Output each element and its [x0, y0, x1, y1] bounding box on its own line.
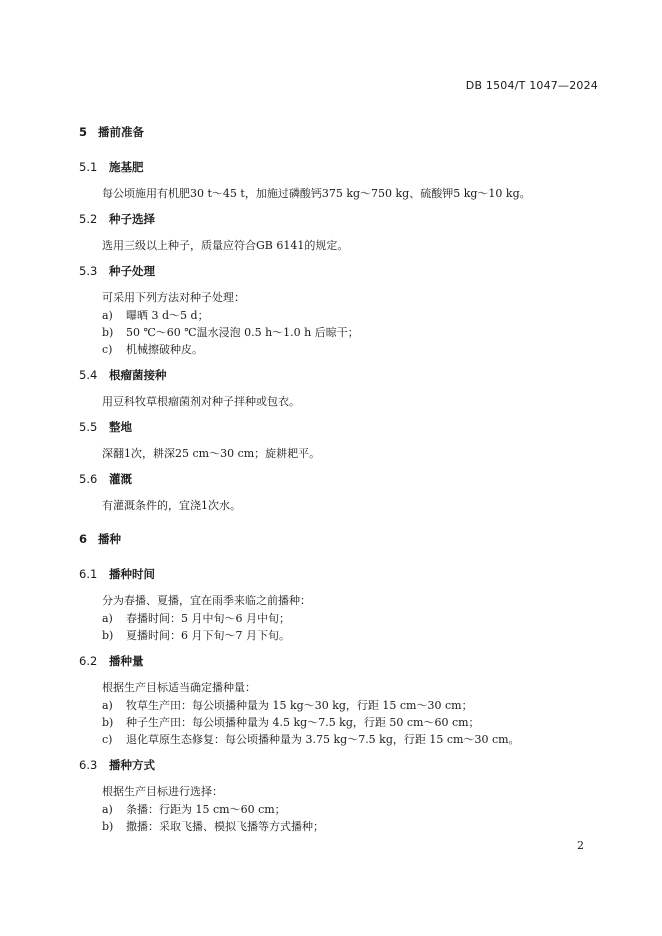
section-5-heading: [79, 124, 144, 140]
list-marker: a): [102, 612, 113, 625]
section-6-3-text: 根据生产目标进行选择：: [102, 785, 223, 798]
list-marker: c): [102, 343, 113, 356]
section-number: 5.2: [79, 212, 98, 226]
section-title: 施基肥: [109, 160, 144, 174]
list-text: 退化草原生态修复：每公顷播种量为 3.75 kg～7.5 kg，行距 15 cm～30 cm。: [126, 733, 520, 746]
list-text: 种子生产田：每公顷播种量为 4.5 kg～7.5 kg，行距 50 cm～60 cm；: [126, 716, 480, 729]
document-code-header: DB 1504/T 1047—2024: [465, 79, 598, 92]
list-item: [102, 324, 359, 340]
list-text: 春播时间：5 月中旬～6 月中旬；: [126, 612, 290, 625]
section-title: 播种时间: [109, 567, 155, 581]
section-title: 播种: [98, 532, 121, 546]
list-text: 50 ℃～60 ℃温水浸泡 0.5 h～1.0 h 后晾干；: [126, 326, 359, 339]
list-text: 撒播：采取飞播、模拟飞播等方式播种；: [126, 820, 324, 833]
section-title: 播前准备: [98, 125, 144, 139]
section-6-2-heading: [79, 653, 144, 669]
section-5-6-text: 有灌溉条件的，宜浇1次水。: [102, 499, 241, 512]
list-item: [102, 610, 290, 626]
section-title: 播种量: [109, 654, 144, 668]
section-5-1-text: 每公顷施用有机肥30 t～45 t，加施过磷酸钙375 kg～750 kg、硫酸钾5 kg～10 kg。: [102, 187, 531, 200]
section-5-5-heading: [79, 419, 132, 435]
list-text: 曝晒 3 d～5 d；: [126, 309, 209, 322]
list-marker: a): [102, 699, 113, 712]
list-item: [102, 627, 290, 643]
list-marker: a): [102, 309, 113, 322]
section-6-heading: [79, 531, 121, 547]
section-number: 6: [79, 532, 88, 546]
section-number: 5.3: [79, 264, 98, 278]
section-title: 种子选择: [109, 212, 155, 226]
list-marker: b): [102, 716, 114, 729]
list-marker: c): [102, 733, 113, 746]
list-text: 机械擦破种皮。: [126, 343, 203, 356]
section-title: 根瘤菌接种: [109, 368, 167, 382]
section-number: 6.2: [79, 654, 98, 668]
section-number: 5.4: [79, 368, 98, 382]
list-item: [102, 818, 324, 834]
section-5-4-text: 用豆科牧草根瘤菌剂对种子拌种或包衣。: [102, 395, 300, 408]
page-number: 2: [577, 839, 584, 852]
list-item: [102, 801, 286, 817]
list-marker: b): [102, 629, 114, 642]
section-6-3-heading: [79, 757, 155, 773]
section-5-2-text: 选用三级以上种子，质量应符合GB 6141的规定。: [102, 239, 349, 252]
section-title: 灌溉: [109, 472, 132, 486]
section-number: 5.1: [79, 160, 98, 174]
list-item: [102, 697, 473, 713]
list-marker: a): [102, 803, 113, 816]
section-title: 整地: [109, 420, 132, 434]
list-text: 条播：行距为 15 cm～60 cm；: [126, 803, 286, 816]
section-5-5-text: 深翻1次，耕深25 cm～30 cm；旋耕耙平。: [102, 447, 321, 460]
list-marker: b): [102, 326, 114, 339]
section-5-3-heading: [79, 263, 155, 279]
section-title: 种子处理: [109, 264, 155, 278]
section-number: 6.1: [79, 567, 98, 581]
list-text: 夏播时间：6 月下旬～7 月下旬。: [126, 629, 290, 642]
section-number: 5: [79, 125, 88, 139]
list-item: [102, 341, 203, 357]
list-text: 牧草生产田：每公顷播种量为 15 kg～30 kg，行距 15 cm～30 cm；: [126, 699, 473, 712]
section-number: 6.3: [79, 758, 98, 772]
section-5-2-heading: [79, 211, 155, 227]
list-item: [102, 307, 209, 323]
section-5-1-heading: [79, 159, 144, 175]
section-6-1-heading: [79, 566, 155, 582]
list-item: [102, 714, 480, 730]
section-number: 5.6: [79, 472, 98, 486]
section-5-4-heading: [79, 367, 167, 383]
list-marker: b): [102, 820, 114, 833]
section-title: 播种方式: [109, 758, 155, 772]
section-number: 5.5: [79, 420, 98, 434]
section-5-6-heading: [79, 471, 132, 487]
list-item: [102, 731, 520, 747]
section-6-1-text: 分为春播、夏播，宜在雨季来临之前播种：: [102, 594, 311, 607]
section-5-3-text: 可采用下列方法对种子处理：: [102, 291, 245, 304]
section-6-2-text: 根据生产目标适当确定播种量：: [102, 681, 256, 694]
